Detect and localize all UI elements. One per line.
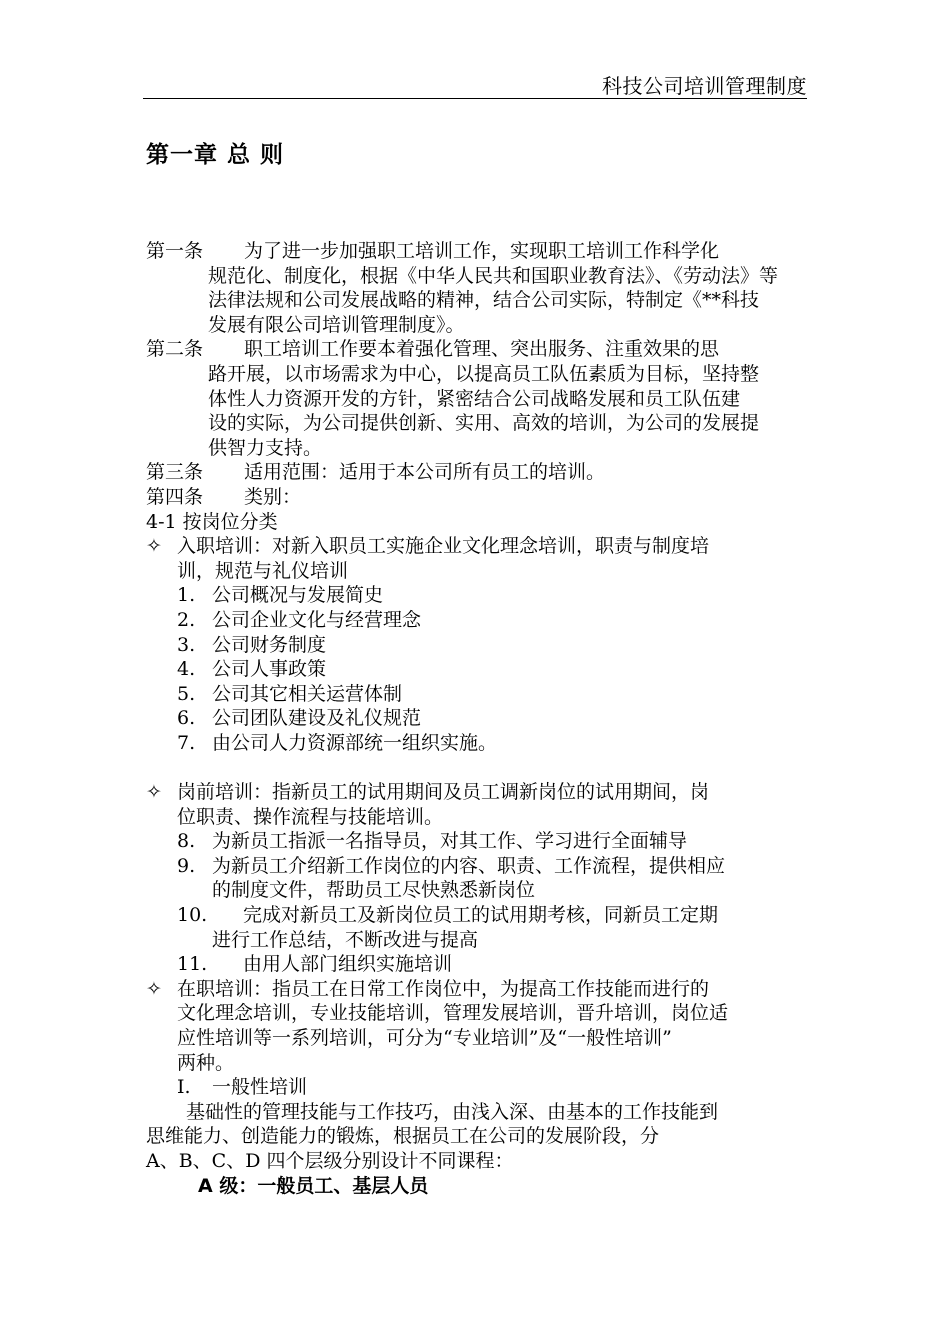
- item-number: 5.: [177, 682, 196, 705]
- diamond-bullet-icon: ✧: [146, 781, 162, 804]
- item-text: 公司其它相关运营体制: [212, 682, 403, 705]
- article-line: 适用范围：适用于本公司所有员工的培训。: [244, 461, 606, 484]
- item-number: 2.: [177, 608, 196, 631]
- item-number: I.: [177, 1076, 191, 1099]
- bullet-line: 训，规范与礼仪培训: [177, 559, 349, 582]
- item-number: 6.: [177, 707, 196, 730]
- bullet-line: 文化理念培训，专业技能培训，管理发展培训，晋升培训，岗位适: [177, 1002, 729, 1025]
- item-number: 1.: [177, 584, 196, 607]
- document-body: [146, 239, 808, 1198]
- article-text: [244, 485, 808, 510]
- item-text: 一般性培训: [212, 1076, 308, 1099]
- item-number: 8.: [177, 830, 196, 853]
- item-text: 为新员工指派一名指导员，对其工作、学习进行全面辅导: [212, 830, 688, 853]
- article-line: 为了进一步加强职工培训工作，实现职工培训工作科学化: [244, 240, 720, 262]
- item-number: 11.: [177, 953, 208, 976]
- blank-line: [146, 755, 808, 780]
- section-onboarding: [146, 534, 808, 755]
- article-line: 路开展，以市场需求为中心，以提高员工队伍素质为目标，坚持整: [208, 362, 760, 385]
- numbered-item: [146, 854, 808, 903]
- diamond-bullet-icon: ✧: [146, 977, 162, 1000]
- item-text: 公司财务制度: [212, 633, 327, 656]
- article-3: [146, 460, 808, 485]
- item-number: 3.: [177, 633, 196, 656]
- item-text: 完成对新员工及新岗位员工的试用期考核，同新员工定期: [243, 904, 719, 927]
- section-on-job: [146, 977, 808, 1075]
- bullet-line: 位职责、操作流程与技能培训。: [177, 805, 444, 828]
- item-text: 公司概况与发展简史: [212, 584, 384, 607]
- numbered-item-continuation: [146, 928, 808, 953]
- chapter-title: 第一章 总 则: [146, 142, 285, 168]
- bullet-line: 在职培训：指员工在日常工作岗位中，为提高工作技能而进行的: [177, 977, 710, 1000]
- article-number: 第一条: [146, 240, 204, 262]
- article-line: 类别：: [244, 485, 302, 508]
- category-heading: 4-1 按岗位分类: [146, 510, 278, 533]
- article-number: 第二条: [146, 338, 204, 361]
- numbered-item: [146, 633, 808, 658]
- article-text: [208, 337, 808, 460]
- item-text: 进行工作总结，不断改进与提高: [212, 928, 479, 951]
- article-number: 第四条: [146, 485, 204, 508]
- article-line: 设的实际，为公司提供创新、实用、高效的培训，为公司的发展提: [208, 412, 760, 435]
- numbered-item: [146, 657, 808, 682]
- article-2: [146, 337, 808, 460]
- numbered-item: [146, 829, 808, 854]
- item-text: 由公司人力资源部统一组织实施。: [212, 731, 498, 754]
- bullet-item: [146, 780, 808, 829]
- item-number: 4.: [177, 658, 196, 681]
- level-a-heading: A 级：一般员工、基层人员: [198, 1174, 429, 1197]
- general-training-paragraph: [146, 1100, 808, 1174]
- diamond-bullet-icon: ✧: [146, 535, 162, 558]
- item-text: 由用人部门组织实施培训: [243, 953, 453, 976]
- article-line: 规范化、制度化，根据《中华人民共和国职业教育法》、《劳动法》等: [208, 264, 779, 287]
- item-number: 7.: [177, 731, 196, 754]
- article-1: [146, 239, 808, 337]
- article-text: [244, 460, 808, 485]
- bullet-item: [146, 977, 808, 1075]
- paragraph-line: 基础性的管理技能与工作技巧，由浅入深、由基本的工作技能到: [186, 1100, 719, 1123]
- general-training-heading: [146, 1075, 808, 1100]
- bullet-item: [146, 534, 808, 583]
- bullet-line: 岗前培训：指新员工的试用期间及员工调新岗位的试用期间，岗: [177, 781, 710, 804]
- item-text: 公司团队建设及礼仪规范: [212, 707, 422, 730]
- header-divider: [143, 98, 807, 99]
- numbered-item: [146, 608, 808, 633]
- item-text: 公司企业文化与经营理念: [212, 608, 422, 631]
- article-4: [146, 485, 808, 510]
- article-number: 第三条: [146, 461, 204, 484]
- numbered-item: [146, 706, 808, 731]
- paragraph-line: A、B、C、D 四个层级分别设计不同课程：: [146, 1149, 514, 1172]
- item-number: 10.: [177, 904, 208, 927]
- item-text: 公司人事政策: [212, 658, 327, 681]
- bullet-line: 两种。: [177, 1051, 235, 1074]
- bullet-line: 应性培训等一系列培训，可分为“专业培训”及“一般性培训”: [177, 1027, 672, 1049]
- bullet-line: 入职培训：对新入职员工实施企业文化理念培训，职责与制度培: [177, 535, 710, 558]
- article-line: 供智力支持。: [208, 436, 323, 459]
- article-text: [208, 239, 808, 337]
- article-line: 法律法规和公司发展战略的精神，结合公司实际，特制定《**科技: [208, 289, 760, 312]
- item-number: 9.: [177, 854, 196, 877]
- article-line: 职工培训工作要本着强化管理、突出服务、注重效果的思: [244, 338, 720, 361]
- paragraph-line: 思维能力、创造能力的锻炼，根据员工在公司的发展阶段，分: [146, 1125, 660, 1148]
- article-line: 发展有限公司培训管理制度》。: [208, 313, 465, 336]
- numbered-item: [146, 903, 808, 928]
- section-pre-job: [146, 780, 808, 977]
- item-text: 的制度文件，帮助员工尽快熟悉新岗位: [212, 879, 536, 902]
- item-text: 为新员工介绍新工作岗位的内容、职责、工作流程，提供相应: [212, 854, 726, 877]
- numbered-item: [146, 682, 808, 707]
- article-line: 体性人力资源开发的方针，紧密结合公司战略发展和员工队伍建: [208, 387, 741, 410]
- numbered-item: [146, 952, 808, 977]
- numbered-item: [146, 731, 808, 756]
- document-header-title: 科技公司培训管理制度: [602, 74, 807, 98]
- numbered-item: [146, 583, 808, 608]
